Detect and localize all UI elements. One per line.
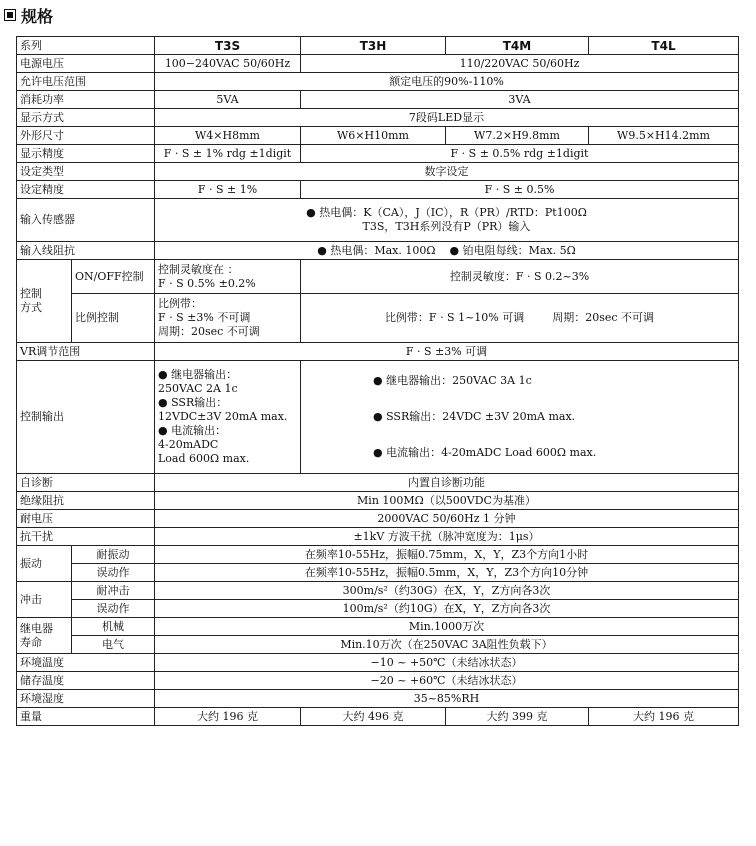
prop-others xyxy=(301,294,739,343)
control-method-line1: 控制 xyxy=(20,287,42,300)
relay-electrical-value: Min.10万次（在250VAC 3A阻性负载下） xyxy=(155,636,739,654)
shock-malfunction-label: 误动作 xyxy=(72,600,155,618)
input-resistance-value xyxy=(155,242,739,260)
relay-life-line2: 寿命 xyxy=(20,635,42,649)
row-humidity xyxy=(17,690,739,708)
shock-label: 冲击 xyxy=(17,582,72,618)
output-t3s-line: ● 电流输出： xyxy=(158,424,227,437)
output-t3s-line: 250VAC 2A 1c xyxy=(158,382,238,395)
output-t3s-line: Load 600Ω max. xyxy=(158,452,250,465)
input-sensor-label: 输入传感器 xyxy=(17,199,155,242)
control-method-line2: 方式 xyxy=(20,301,42,314)
dimensions-t3s: W4×H8mm xyxy=(155,127,301,145)
input-resistance-label: 输入线阻抗 xyxy=(17,242,155,260)
row-series xyxy=(17,37,739,55)
control-output-label: 控制输出 xyxy=(17,361,155,474)
ssr-output: ● SSR输出：24VDC ±3V 20mA max. xyxy=(373,410,576,423)
output-t3s-line: ● 继电器输出： xyxy=(158,368,238,381)
noise-label: 抗干扰 xyxy=(17,528,155,546)
row-self-diag xyxy=(17,474,739,492)
weight-t4m: 大约 399 克 xyxy=(446,708,589,726)
onoff-t3s-line2: F · S 0.5% ±0.2% xyxy=(158,276,256,290)
insulation-label: 绝缘阻抗 xyxy=(17,492,155,510)
storage-temp-value: −20 ~ +60℃（未结冰状态） xyxy=(155,672,739,690)
supply-voltage-label: 电源电压 xyxy=(17,55,155,73)
onoff-t3s xyxy=(155,260,301,294)
onoff-t3s-line1: 控制灵敏度在 ： xyxy=(158,262,239,276)
vibration-label: 振动 xyxy=(17,546,72,582)
vibration-malfunction-value: 在频率10-55Hz，振幅0.5mm，X，Y，Z3个方向10分钟 xyxy=(155,564,739,582)
display-accuracy-others: F · S ± 0.5% rdg ±1digit xyxy=(301,145,739,163)
row-prop-control xyxy=(17,294,739,343)
relay-mechanical-label: 机械 xyxy=(72,618,155,636)
vr-range-value: F · S ±3% 可调 xyxy=(155,343,739,361)
weight-t3s: 大约 196 克 xyxy=(155,708,301,726)
withstand-voltage-label: 耐电压 xyxy=(17,510,155,528)
row-dimensions xyxy=(17,127,739,145)
relay-electrical-label: 电气 xyxy=(72,636,155,654)
relay-life-label xyxy=(17,618,72,654)
dimensions-t4m: W7.2×H9.8mm xyxy=(446,127,589,145)
shock-durability-value: 300m/s²（约30G）在X，Y，Z方向各3次 xyxy=(155,582,739,600)
row-insulation xyxy=(17,492,739,510)
storage-temp-label: 储存温度 xyxy=(17,672,155,690)
onoff-others: 控制灵敏度：F · S 0.2~3% xyxy=(301,260,739,294)
output-t3s-line: 12VDC±3V 20mA max. xyxy=(158,410,288,423)
dimensions-label: 外形尺寸 xyxy=(17,127,155,145)
voltage-range-value: 额定电压的90%-110% xyxy=(155,73,739,91)
model-t4m: T4M xyxy=(446,37,589,55)
control-method-label xyxy=(17,260,72,343)
vibration-durability-value: 在频率10-55Hz，振幅0.75mm，X，Y，Z3个方向1小时 xyxy=(155,546,739,564)
power-t3s: 5VA xyxy=(155,91,301,109)
row-onoff-control xyxy=(17,260,739,294)
shock-malfunction-value: 100m/s²（约10G）在X，Y，Z方向各3次 xyxy=(155,600,739,618)
power-label: 消耗功率 xyxy=(17,91,155,109)
voltage-range-label: 允许电压范围 xyxy=(17,73,155,91)
row-shock-durability xyxy=(17,582,739,600)
row-input-sensor xyxy=(17,199,739,242)
relay-life-line1: 继电器 xyxy=(20,621,53,635)
dimensions-t4l: W9.5×H14.2mm xyxy=(589,127,739,145)
row-shock-malfunction xyxy=(17,600,739,618)
dimensions-t3h: W6×H10mm xyxy=(301,127,446,145)
prop-period: 周期：20sec 不可调 xyxy=(552,311,655,324)
withstand-voltage-value: 2000VAC 50/60Hz 1 分钟 xyxy=(155,510,739,528)
prop-control-label: 比例控制 xyxy=(72,294,155,343)
output-t3s-line: ● SSR输出： xyxy=(158,396,228,409)
setting-accuracy-t3s: F · S ± 1% xyxy=(155,181,301,199)
supply-voltage-t3s: 100−240VAC 50/60Hz xyxy=(155,55,301,73)
current-output: ● 电流输出：4-20mADC Load 600Ω max. xyxy=(373,446,597,459)
vibration-malfunction-label: 误动作 xyxy=(72,564,155,582)
row-display-accuracy xyxy=(17,145,739,163)
shock-durability-label: 耐冲击 xyxy=(72,582,155,600)
noise-value: ±1kV 方波干扰（脉冲宽度为：1μs） xyxy=(155,528,739,546)
row-weight xyxy=(17,708,739,726)
onoff-control-label: ON/OFF控制 xyxy=(72,260,155,294)
ambient-temp-label: 环境温度 xyxy=(17,654,155,672)
humidity-label: 环境湿度 xyxy=(17,690,155,708)
thermocouple-resistance: ● 热电偶：Max. 100Ω xyxy=(317,243,436,257)
control-output-others xyxy=(301,361,739,474)
self-diag-value: 内置自诊断功能 xyxy=(155,474,739,492)
input-sensor-line2: T3S，T3H系列没有P（PR）输入 xyxy=(362,220,531,233)
model-t4l: T4L xyxy=(589,37,739,55)
ambient-temp-value: −10 ~ +50℃（未结冰状态） xyxy=(155,654,739,672)
weight-label: 重量 xyxy=(17,708,155,726)
row-vr-range xyxy=(17,343,739,361)
input-sensor-line1: ● 热电偶：K（CA），J（IC），R（PR）/RTD：Pt100Ω xyxy=(306,206,587,219)
prop-t3s-line2: F · S ±3% 不可调 xyxy=(158,311,251,324)
display-method-label: 显示方式 xyxy=(17,109,155,127)
prop-band: 比例带：F · S 1~10% 可调 xyxy=(384,311,525,324)
display-method-value: 7段码LED显示 xyxy=(155,109,739,127)
weight-t4l: 大约 196 克 xyxy=(589,708,739,726)
setting-type-label: 设定类型 xyxy=(17,163,155,181)
relay-mechanical-value: Min.1000万次 xyxy=(155,618,739,636)
humidity-value: 35~85%RH xyxy=(155,690,739,708)
spec-table xyxy=(16,36,739,726)
self-diag-label: 自诊断 xyxy=(17,474,155,492)
row-input-resistance xyxy=(17,242,739,260)
row-withstand-voltage xyxy=(17,510,739,528)
square-bullet-icon xyxy=(4,9,16,21)
vibration-durability-label: 耐振动 xyxy=(72,546,155,564)
vr-range-label: VR调节范围 xyxy=(17,343,155,361)
display-accuracy-t3s: F · S ± 1% rdg ±1digit xyxy=(155,145,301,163)
supply-voltage-others: 110/220VAC 50/60Hz xyxy=(301,55,739,73)
setting-accuracy-others: F · S ± 0.5% xyxy=(301,181,739,199)
row-relay-electrical xyxy=(17,636,739,654)
row-vibration-malfunction xyxy=(17,564,739,582)
row-setting-type xyxy=(17,163,739,181)
row-voltage-range xyxy=(17,73,739,91)
weight-t3h: 大约 496 克 xyxy=(301,708,446,726)
relay-output: ● 继电器输出：250VAC 3A 1c xyxy=(373,374,532,387)
section-title-text: 规格 xyxy=(21,6,54,26)
row-power xyxy=(17,91,739,109)
row-setting-accuracy xyxy=(17,181,739,199)
row-supply-voltage xyxy=(17,55,739,73)
prop-t3s-line1: 比例带： xyxy=(158,297,202,310)
input-sensor-value xyxy=(155,199,739,242)
rtd-resistance: ● 铂电阻每线：Max. 5Ω xyxy=(449,243,576,257)
display-accuracy-label: 显示精度 xyxy=(17,145,155,163)
prop-t3s-line3: 周期：20sec 不可调 xyxy=(158,325,260,338)
row-relay-mechanical xyxy=(17,618,739,636)
insulation-value: Min 100MΩ（以500VDC为基准） xyxy=(155,492,739,510)
section-title xyxy=(4,5,53,25)
row-control-output xyxy=(17,361,739,474)
prop-t3s xyxy=(155,294,301,343)
setting-type-value: 数字设定 xyxy=(155,163,739,181)
model-t3s: T3S xyxy=(155,37,301,55)
output-t3s-line: 4-20mADC xyxy=(158,438,219,451)
model-t3h: T3H xyxy=(301,37,446,55)
power-others: 3VA xyxy=(301,91,739,109)
control-output-t3s xyxy=(155,361,301,474)
row-storage-temp xyxy=(17,672,739,690)
row-noise xyxy=(17,528,739,546)
series-label: 系列 xyxy=(17,37,155,55)
row-ambient-temp xyxy=(17,654,739,672)
row-vibration-durability xyxy=(17,546,739,564)
row-display-method xyxy=(17,109,739,127)
setting-accuracy-label: 设定精度 xyxy=(17,181,155,199)
